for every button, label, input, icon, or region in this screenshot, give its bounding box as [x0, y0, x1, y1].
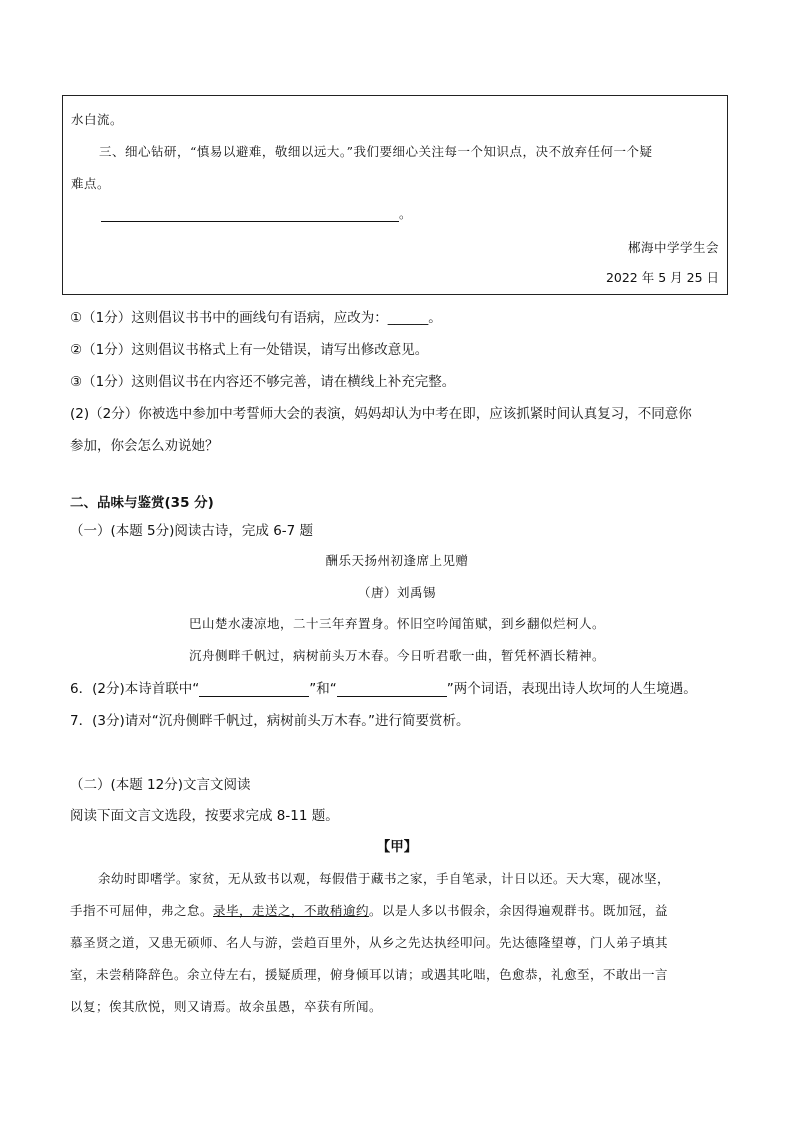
- blank-end-mark: 。: [399, 206, 413, 221]
- question-6: [70, 677, 697, 697]
- poem-title: 酬乐天扬州初逢席上见赠: [325, 553, 469, 568]
- question-4-line-1: (2)（2分）你被选中参加中考誓师大会的表演，妈妈却认为中考在即，应该抓紧时间认真复习，不同意你: [70, 406, 692, 422]
- proposal-line-1: 水白流。: [71, 112, 124, 127]
- question-1: ①（1分）这则倡议书书中的画线句有语病，应改为：______。: [70, 310, 442, 326]
- proposal-box: [62, 95, 728, 295]
- passage-line-2-b: 。以是人多以书假余，余因得遍观群书。既加冠，益: [369, 903, 669, 918]
- subsection-poem: （一）(本题 5分)阅读古诗，完成 6-7 题: [70, 523, 314, 539]
- fill-in-blank[interactable]: [101, 209, 399, 222]
- answer-blank-1[interactable]: [199, 682, 309, 697]
- proposal-line-2: 三、细心钻研，“慎易以避难，敬细以远大。”我们要细心关注每一个知识点，决不放弃任何一个疑: [99, 144, 653, 159]
- passage-line-1: 余幼时即嗜学。家贫，无从致书以观，每假借于藏书之家，手自笔录，计日以还。天大寒，砚冰坚，: [98, 871, 671, 886]
- poem-line-2: 沉舟侧畔千帆过，病树前头万木春。今日听君歌一曲，暂凭杯酒长精神。: [188, 648, 605, 663]
- section-heading: 二、品味与鉴赏(35 分): [70, 495, 214, 511]
- question-6-part-c: ”两个词语，表现出诗人坎坷的人生境遇。: [446, 681, 697, 697]
- poem-author: （唐）刘禹锡: [357, 585, 436, 600]
- question-3: ③（1分）这则倡议书在内容还不够完善，请在横线上补充完整。: [70, 374, 456, 390]
- passage-line-4: 室，未尝稍降辞色。余立侍左右，援疑质理，俯身倾耳以请；或遇其叱咄，色愈恭，礼愈至，不敢出一言: [70, 967, 669, 982]
- proposal-blank-line[interactable]: [101, 204, 412, 222]
- question-6-part-b: ”和“: [309, 681, 337, 697]
- passage-line-2: [70, 901, 668, 919]
- underlined-sentence: 录毕，走送之，不敢稍逾约: [213, 903, 370, 918]
- classical-intro: 阅读下面文言文选段，按要求完成 8-11 题。: [70, 808, 339, 824]
- passage-line-5: 以复；俟其欣悦，则又请焉。故余虽愚，卒获有所闻。: [70, 999, 383, 1014]
- date: 2022 年 5 月 25 日: [605, 270, 719, 285]
- proposal-line-3: 难点。: [71, 176, 111, 191]
- question-6-part-a: 6．(2分)本诗首联中“: [70, 681, 200, 697]
- question-7: 7．(3分)请对“沉舟侧畔千帆过，病树前头万木春。”进行简要赏析。: [70, 713, 470, 729]
- passage-line-3: 慕圣贤之道，又患无硕师、名人与游，尝趋百里外，从乡之先达执经叩问。先达德隆望尊，门人弟子填其: [70, 935, 669, 950]
- question-2: ②（1分）这则倡议书格式上有一处错误，请写出修改意见。: [70, 342, 429, 358]
- signature: 郴海中学学生会: [627, 240, 719, 255]
- answer-blank-2[interactable]: [337, 682, 447, 697]
- question-4-line-2: 参加，你会怎么劝说她？: [70, 438, 219, 454]
- passage-label: 【甲】: [376, 839, 418, 855]
- poem-line-1: 巴山楚水凄凉地，二十三年弃置身。怀旧空吟闻笛赋，到乡翻似烂柯人。: [188, 616, 605, 631]
- subsection-classical: （二）(本题 12分)文言文阅读: [70, 777, 251, 793]
- passage-line-2-a: 手指不可屈伸，弗之怠。: [70, 903, 214, 918]
